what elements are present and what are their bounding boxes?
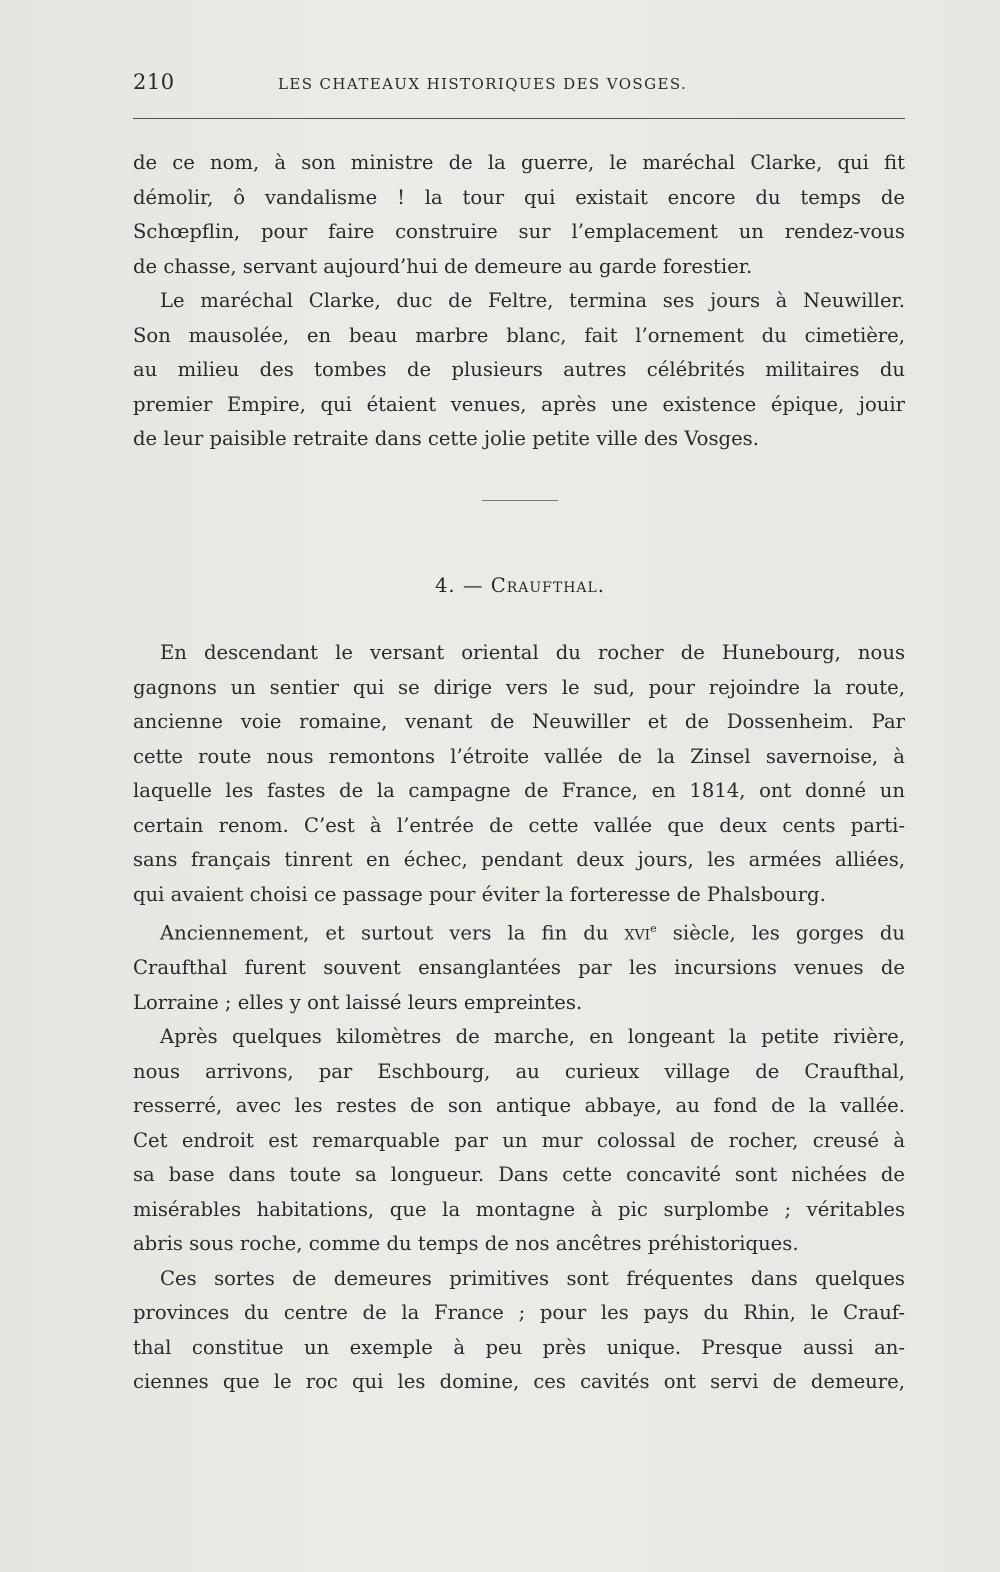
text-line: misérables habitations, que la montagne à pic surplombe ; véritables — [133, 1197, 905, 1221]
text-line: Craufthal furent souvent ensanglantées par les incursions venues de — [133, 956, 905, 980]
section-separator — [482, 500, 558, 501]
running-head: LES CHATEAUX HISTORIQUES DES VOSGES. — [278, 75, 688, 93]
text-line: sa base dans toute sa longueur. Dans cette concavité sont nichées de — [133, 1163, 905, 1187]
section-heading: 4. — Craufthal. — [434, 574, 606, 597]
text-line: premier Empire, qui étaient venues, après une existence épique, jouir — [133, 392, 905, 416]
text-line: Après quelques kilomètres de marche, en longeant la petite rivière, — [160, 1025, 905, 1049]
section-one-text — [133, 146, 905, 457]
text-line: sans français tinrent en échec, pendant deux jours, les armées alliées, — [133, 848, 905, 871]
section-two-text — [133, 636, 905, 1400]
text-line: Cet endroit est remarquable par un mur colossal de rocher, creusé à — [133, 1128, 905, 1152]
page-header — [133, 66, 905, 106]
text-line: Schœpflin, pour faire construire sur l’emplacement un rendez-vous — [133, 220, 905, 243]
text-line: En descendant le versant oriental du rocher de Hunebourg, nous — [160, 641, 905, 664]
text-line: au milieu des tombes de plusieurs autres célébrités militaires du — [133, 358, 905, 381]
text-line: ciennes que le roc qui les domine, ces cavités ont servi de demeure, — [133, 1370, 905, 1394]
text-line: Lorraine ; elles y ont laissé leurs empreintes. — [133, 990, 583, 1014]
text-line: laquelle les fastes de la campagne de France, en 1814, ont donné un — [133, 779, 905, 802]
text-line: gagnons un sentier qui se dirige vers le sud, pour rejoindre la route, — [133, 675, 905, 699]
paragraph — [133, 912, 905, 1020]
text-line: abris sous roche, comme du temps de nos ancêtres préhistoriques. — [133, 1232, 799, 1256]
paragraph — [133, 1020, 905, 1262]
text-line: de ce nom, à son ministre de la guerre, le maréchal Clarke, qui fit — [133, 151, 905, 174]
text-line: nous arrivons, par Eschbourg, au curieux village de Craufthal, — [133, 1059, 905, 1083]
text-line: certain renom. C’est à l’entrée de cette vallée que deux cents parti- — [133, 813, 905, 837]
text-line: Anciennement, et surtout vers la fin du xvi$^e$ siècle, les gorges du — [160, 921, 905, 945]
text-line: ancienne voie romaine, venant de Neuwiller et de Dossenheim. Par — [133, 710, 905, 733]
text-line: Ces sortes de demeures primitives sont fréquentes dans quelques — [160, 1266, 905, 1290]
paragraph — [133, 284, 905, 457]
text-line: Le maréchal Clarke, duc de Feltre, termina ses jours à Neuwiller. — [160, 289, 905, 312]
text-line: provinces du centre de la France ; pour les pays du Rhin, le Crauf- — [133, 1301, 905, 1325]
header-rule — [133, 118, 905, 119]
page-number: 210 — [133, 70, 175, 94]
text-line: de leur paisible retraite dans cette jolie petite ville des Vosges. — [133, 427, 759, 450]
text-line: resserré, avec les restes de son antique abbaye, au fond de la vallée. — [133, 1094, 905, 1118]
paragraph — [133, 146, 905, 284]
text-line: Son mausolée, en beau marbre blanc, fait l’ornement du cimetière, — [133, 323, 905, 347]
text-line: qui avaient choisi ce passage pour éviter la forteresse de Phalsbourg. — [133, 882, 826, 906]
paragraph — [133, 1262, 905, 1400]
paragraph — [133, 636, 905, 912]
text-line: thal constitue un exemple à peu près unique. Presque aussi an- — [133, 1335, 905, 1359]
text-line: démolir, ô vandalisme ! la tour qui existait encore du temps de — [133, 185, 905, 209]
text-line: de chasse, servant aujourd’hui de demeure au garde forestier. — [133, 254, 753, 278]
text-line: cette route nous remontons l’étroite vallée de la Zinsel savernoise, à — [133, 744, 905, 768]
